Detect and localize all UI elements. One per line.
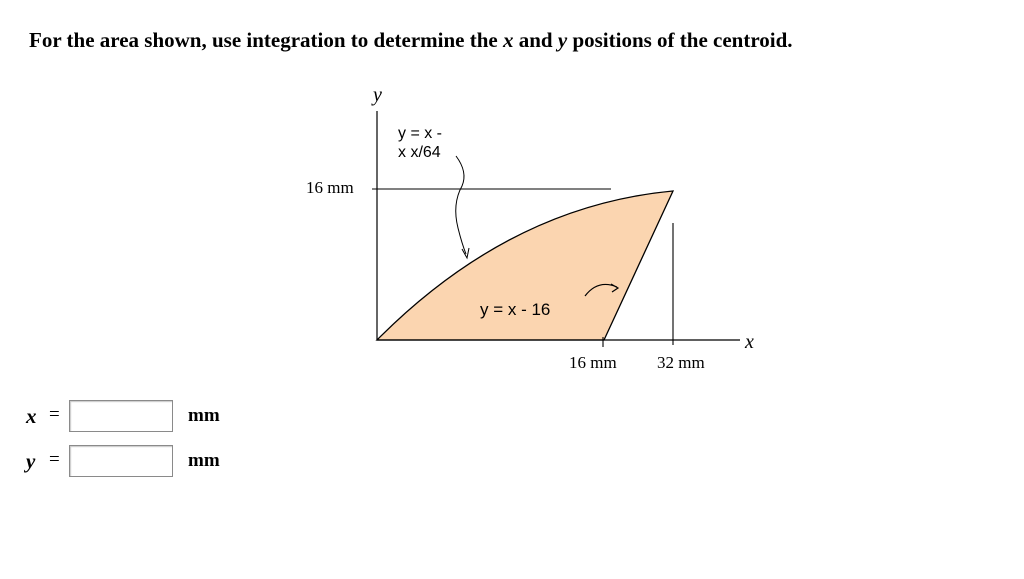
- answer-y-label: y: [26, 449, 36, 473]
- question-var-x: x: [503, 28, 514, 52]
- answer-row-x: [24, 400, 284, 436]
- answer-y-unit: mm: [188, 450, 220, 471]
- question-conj: and: [518, 28, 553, 52]
- question-prefix: For the area shown, use integration to determine the: [29, 28, 498, 52]
- dim-x1-label: 16 mm: [569, 353, 617, 372]
- answer-x-unit: mm: [188, 405, 220, 426]
- dim-height-label: 16 mm: [306, 178, 354, 197]
- axis-x-label: x: [745, 331, 754, 353]
- answer-x-label: x: [26, 404, 37, 428]
- question-var-y: y: [557, 28, 568, 52]
- question-suffix: positions of the centroid.: [572, 28, 793, 52]
- curve-label-line1: y = x -: [398, 125, 443, 142]
- answer-y-input[interactable]: [69, 445, 173, 477]
- answer-y-equals: =: [49, 449, 60, 470]
- curve-label-line2: x x/64: [398, 144, 441, 161]
- answer-row-y: [24, 445, 284, 481]
- curve-leader-arrow: [456, 156, 466, 254]
- axis-y-label: y: [373, 84, 382, 106]
- dim-x2-label: 32 mm: [657, 353, 705, 372]
- line-label: y = x - 16: [480, 300, 551, 319]
- answer-x-input[interactable]: [69, 400, 173, 432]
- answer-x-equals: =: [49, 404, 60, 425]
